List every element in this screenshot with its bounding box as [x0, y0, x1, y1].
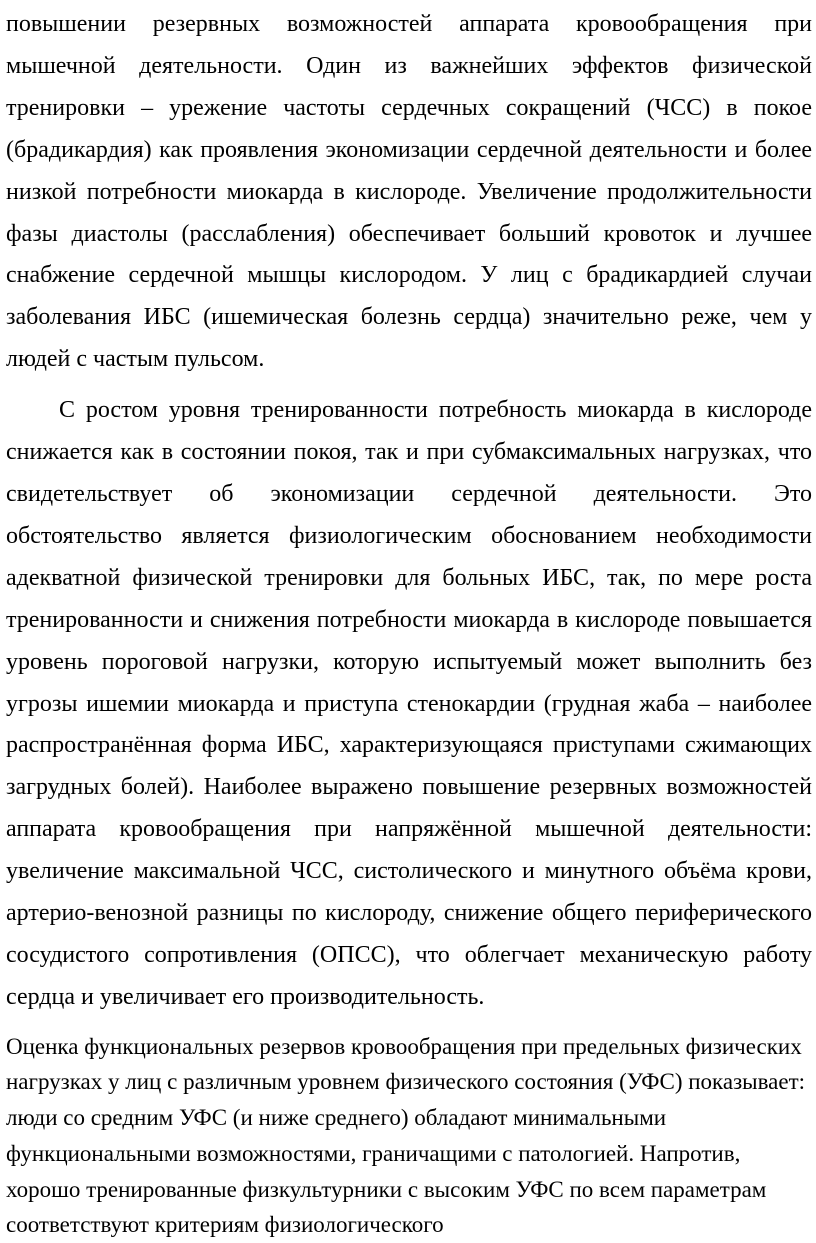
document-page — [6, 4, 814, 1243]
paragraph-training-level: С ростом уровня тренированности потребность миокарда в кислороде снижается как в состоянии покоя, так и при субмаксимальных нагрузках, что свидетельствует об экономизации сердечной деятельности. Это обстоятельство является физиологическим обоснованием необходимости адекватной физической тренировки для больных ИБС, так, по мере роста тренированности и снижения потребности миокарда в кислороде повышается уровень пороговой нагрузки, которую испытуемый может выполнить без угрозы ишемии миокарда и приступа стенокардии (грудная жаба – наиболее распространённая форма ИБС, характеризующаяся приступами сжимающих загрудных болей). Наиболее выражено повышение резервных возможностей аппарата кровообращения при напряжённой мышечной деятельности: увеличение максимальной ЧСС, систолического и минутного объёма крови, артерио-венозной разницы по кислороду, снижение общего периферического сосудистого сопротивления (ОПСС), что облегчает механическую работу сердца и увеличивает его производительность. — [6, 397, 812, 1010]
paragraph-continuation: повышении резервных возможностей аппарата кровообращения при мышечной деятельности. Один из важнейших эффектов физической тренировки – урежение частоты сердечных сокращений (ЧСС) в покое (брадикардия) как проявления экономизации сердечной деятельности и более низкой потребности миокарда в кислороде. Увеличение продолжительности фазы диастолы (расслабления) обеспечивает больший кровоток и лучшее снабжение сердечной мышцы кислородом. У лиц с брадикардией случаи заболевания ИБС (ишемическая болезнь сердца) значительно реже, чем у людей с частым пульсом. — [6, 11, 812, 373]
paragraph-functional-reserves: Оценка функциональных резервов кровообращения при предельных физических нагрузках у лиц с различным уровнем физического состояния (УФС) показывает: люди со средним УФС (и ниже среднего) обладают минимальными функциональными возможностями, граничащими с патологией. Напротив, хорошо тренированные физкультурники с высоким УФС по всем параметрам соответствуют критериям физиологического — [6, 1033, 806, 1238]
